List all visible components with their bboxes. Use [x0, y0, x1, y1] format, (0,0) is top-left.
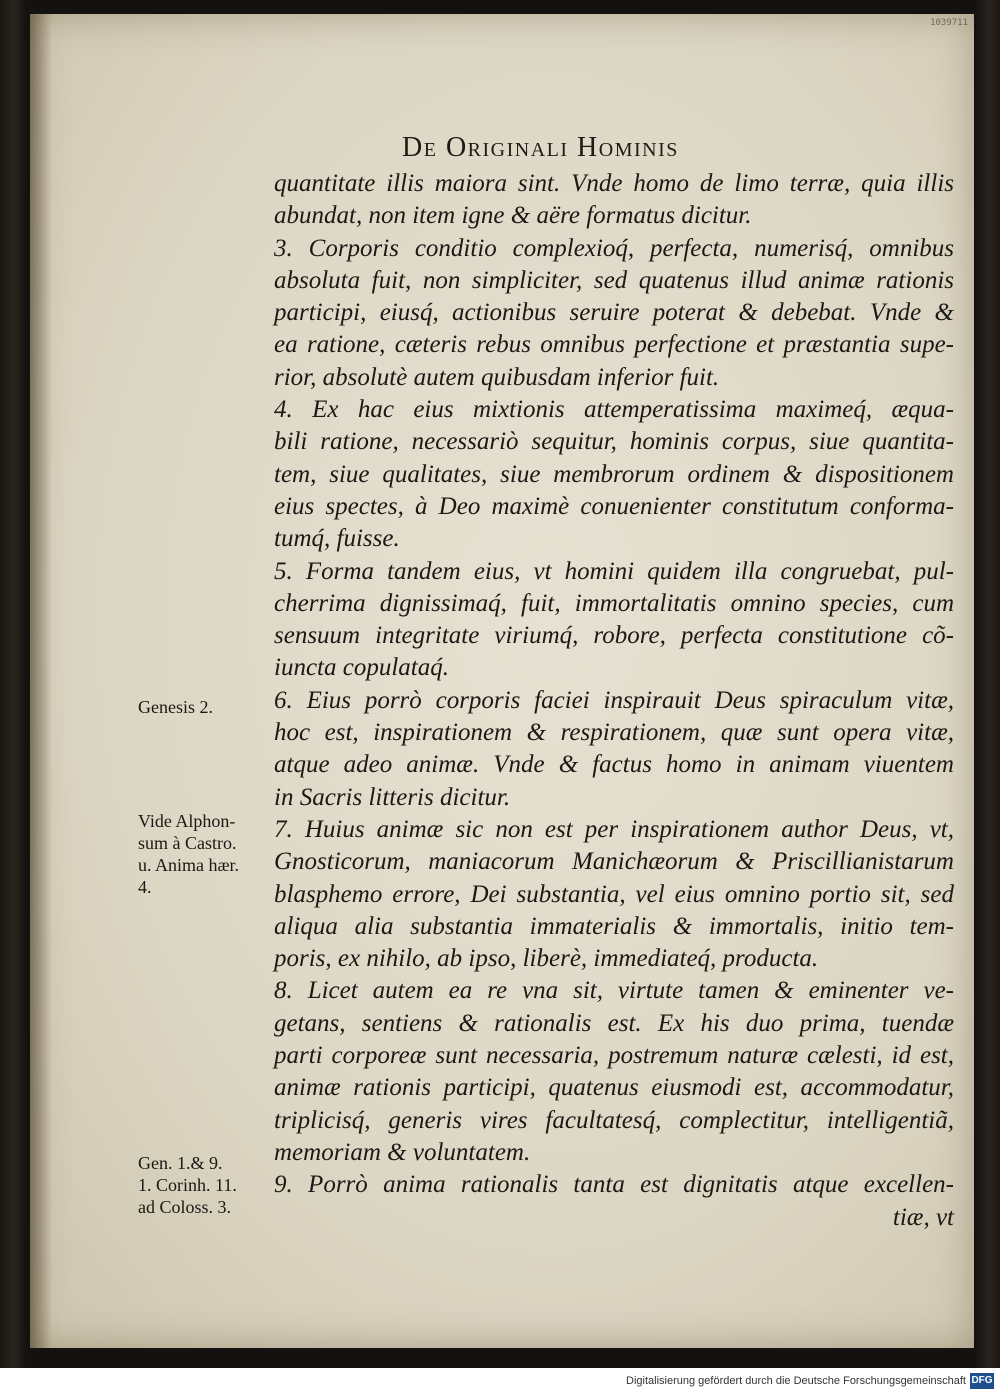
text-line: animæ rationis participi, quatenus eiusmodi est, accommodatur,: [274, 1074, 954, 1102]
margin-note-line: Gen. 1.& 9.: [138, 1153, 223, 1173]
dfg-logo: DFG: [970, 1373, 994, 1389]
text-line: Gnosticorum, maniacorum Manichæorum & Priscillianistarum: [274, 848, 954, 876]
text-line: atque adeo animæ. Vnde & factus homo in animam viuentem: [274, 751, 954, 779]
main-text-block: [274, 168, 954, 1234]
text-line: cherrima dignissimaq́, fuit, immortalitatis omnino species, cum: [274, 589, 954, 617]
text-line: poris, ex nihilo, ab ipso, liberè, immediateq́, producta.: [274, 945, 819, 973]
scan-id-label: 1039711: [930, 18, 968, 28]
text-line: parti corporeæ sunt necessaria, postremum naturæ cælesti, id est,: [274, 1042, 954, 1070]
text-line: bili ratione, necessariò sequitur, hominis corpus, siue quantita-: [274, 428, 954, 456]
text-line: 9. Porrò anima rationalis tanta est dignitatis atque excellen-: [274, 1171, 954, 1199]
text-line: quantitate illis maiora sint. Vnde homo de limo terræ, quia illis: [274, 170, 954, 197]
margin-note-line: u. Anima hær.: [138, 855, 240, 875]
book-page: [30, 14, 974, 1348]
text-line: in Sacris litteris dicitur.: [274, 783, 511, 811]
text-line: sensuum integritate viriumq́, robore, perfecta constitutione cõ-: [274, 622, 954, 650]
text-line: aliqua alia substantia immaterialis & immortalis, initio tem-: [274, 912, 954, 940]
text-line: absoluta fuit, non simpliciter, sed quatenus illud animæ rationis: [274, 266, 954, 294]
catchword-line: tiæ, vt: [892, 1203, 954, 1231]
text-line: tem, siue qualitates, siue membrorum ordinem & dispositionem: [274, 460, 954, 488]
margin-note: [138, 1152, 273, 1218]
running-head: De Originali Hominis: [402, 132, 679, 163]
margin-note-line: sum à Castro.: [138, 833, 237, 853]
text-line: 3. Corporis conditio complexioq́, perfecta, numerisq́, omnibus: [274, 234, 954, 262]
text-line: 8. Licet autem ea re vna sit, virtute tamen & eminenter ve-: [274, 977, 954, 1005]
text-line: abundat, non item igne & aëre formatus dicitur.: [274, 202, 752, 230]
text-line: tumq́, fuisse.: [274, 525, 400, 553]
margin-note-line: 4.: [138, 877, 152, 897]
funding-credit: Digitalisierung gefördert durch die Deutsche Forschungsgemeinschaft: [626, 1375, 966, 1387]
text-line: ea ratione, cæteris rebus omnibus perfectione et præstantia supe-: [274, 331, 954, 359]
footer-bar: [0, 1368, 1000, 1396]
text-line: participi, eiusq́, actionibus seruire poterat & debebat. Vnde &: [274, 299, 954, 327]
text-line: iuncta copulataq́.: [274, 654, 449, 682]
margin-note-line: 1. Corinh. 11.: [138, 1175, 237, 1195]
margin-note: [138, 696, 273, 718]
text-line: rior, absolutè autem quibusdam inferior fuit.: [274, 363, 720, 391]
text-line: eius spectes, à Deo maximè conuenienter constitutum conforma-: [274, 492, 954, 520]
margin-note-line: Genesis 2.: [138, 697, 213, 717]
text-line: 6. Eius porrò corporis faciei inspirauit Deus spiraculum vitæ,: [274, 686, 954, 714]
margin-note-line: ad Coloss. 3.: [138, 1197, 232, 1217]
margin-note-line: Vide Alphon-: [138, 811, 236, 831]
text-line: 7. Huius animæ sic non est per inspirationem author Deus, vt,: [274, 815, 954, 843]
text-line: getans, sentiens & rationalis est. Ex his duo prima, tuendæ: [274, 1009, 954, 1037]
text-line: 5. Forma tandem eius, vt homini quidem illa congruebat, pul-: [274, 557, 954, 585]
text-line: triplicisq́, generis vires facultatesq́, complectitur, intelligentiã,: [274, 1106, 954, 1134]
margin-note: [138, 810, 273, 898]
text-line: memoriam & voluntatem.: [274, 1138, 531, 1166]
text-line: blasphemo errore, Dei substantia, vel eius omnino portio sit, sed: [274, 880, 954, 908]
text-line: hoc est, inspirationem & respirationem, quæ sunt opera vitæ,: [274, 719, 954, 747]
text-line: 4. Ex hac eius mixtionis attemperatissima maximeq́, æqua-: [274, 396, 954, 424]
